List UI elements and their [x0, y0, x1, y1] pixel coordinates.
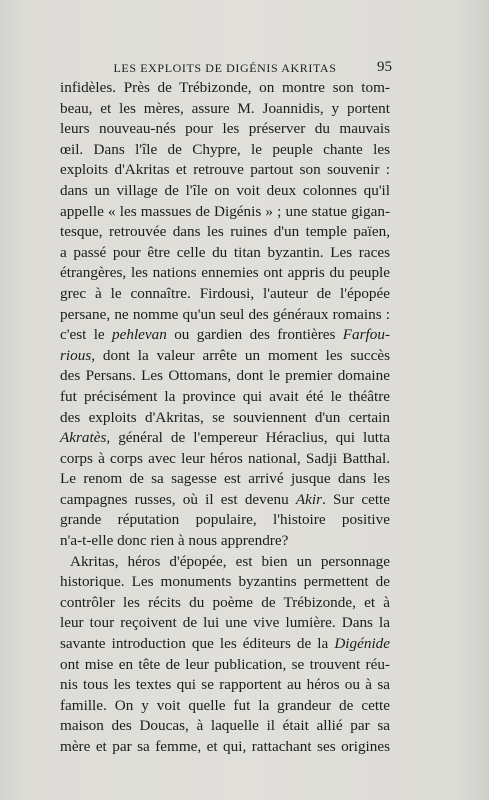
text-line: ont mise en tête de leur publication, se trouvent réu- — [60, 655, 390, 673]
text-line: exploits d'Akritas et retrouve partout son souvenir : — [60, 161, 390, 179]
text-line: mère et par sa femme, et qui, rattachant ses origines — [60, 738, 390, 755]
text-line: grec à le connaître. Firdousi, l'auteur de l'épopée — [60, 284, 390, 302]
text-line — [60, 325, 390, 346]
italic-term: Akir — [295, 490, 323, 508]
text-line: famille. On y voit quelle fut la grandeur de cette — [60, 696, 390, 714]
text-line: étrangères, les nations ennemies ont appris du peuple — [60, 264, 390, 282]
italic-term: Akratès — [60, 429, 107, 447]
italic-term: Farfou- — [342, 326, 390, 344]
text-line — [60, 428, 390, 449]
text-line: n'a-t-elle donc rien à nous apprendre? — [60, 532, 289, 550]
text-segment: savante introduction que les éditeurs de la — [60, 635, 335, 653]
text-line: grande réputation populaire, l'histoire positive — [60, 511, 390, 529]
text-line: persane, ne nomme qu'un seul des généraux romains : — [60, 305, 390, 323]
text-segment: , général de l'empereur Héraclius, qui lutta — [106, 429, 390, 447]
text-segment: , dont la valeur arrête un moment les succès — [91, 346, 390, 364]
text-segment: campagnes russes, où il est devenu — [60, 490, 296, 508]
italic-term: pehlevan — [112, 326, 167, 344]
text-segment: . Sur cette — [322, 490, 391, 508]
body-text — [60, 78, 390, 758]
running-title: LES EXPLOITS DE DIGÉNIS AKRITAS — [113, 61, 337, 75]
text-line: œil. Dans l'île de Chypre, le peuple chante les — [60, 140, 390, 158]
italic-term: rious — [60, 346, 92, 364]
text-segment: c'est le — [60, 326, 113, 344]
text-line: historique. Les monuments byzantins permettent de — [60, 573, 390, 591]
text-line: beau, et les mères, assure M. Joannidis, y portent — [60, 99, 390, 117]
text-line: des exploits d'Akritas, se souviennent d'un certain — [60, 408, 390, 426]
text-line: appelle « les massues de Digénis » ; une statue gigan- — [60, 202, 390, 220]
text-line: maison des Doucas, à laquelle il était allié par sa — [60, 717, 390, 735]
text-line: nis tous les textes qui se rapportent au héros ou à sa — [60, 676, 390, 694]
text-line: dans un village de l'île on voit deux colonnes qu'il — [60, 181, 390, 199]
text-line: leur tour reçoivent de lui une vive lumière. Dans la — [60, 614, 390, 632]
text-line: corps à corps avec leur héros national, Sadji Batthal. — [60, 449, 390, 467]
text-line: Le renom de sa sagesse est arrivé jusque dans les — [60, 470, 390, 488]
text-line: Akritas, héros d'épopée, est bien un personnage — [70, 552, 390, 570]
text-segment: ou gardien des frontières — [166, 326, 343, 344]
text-line — [60, 490, 390, 511]
text-line: a passé pour être celle du titan byzantin. Les races — [60, 243, 390, 261]
page-number: 95 — [377, 59, 392, 75]
text-line: des Persans. Les Ottomans, dont le premier domaine — [60, 367, 390, 385]
text-line: leurs nouveau-nés pour les préserver du mauvais — [60, 120, 390, 138]
italic-term: Digénide — [334, 635, 390, 653]
text-line: infidèles. Près de Trébizonde, on montre son tom- — [60, 79, 390, 96]
text-line — [60, 346, 390, 367]
text-line: fut précisément la province qui avait été le théâtre — [60, 387, 390, 405]
text-line — [60, 634, 390, 655]
text-line: tesque, retrouvée dans les ruines d'un temple païen, — [60, 223, 390, 241]
text-line: contrôler les récits du poème de Trébizonde, et à — [60, 593, 390, 611]
